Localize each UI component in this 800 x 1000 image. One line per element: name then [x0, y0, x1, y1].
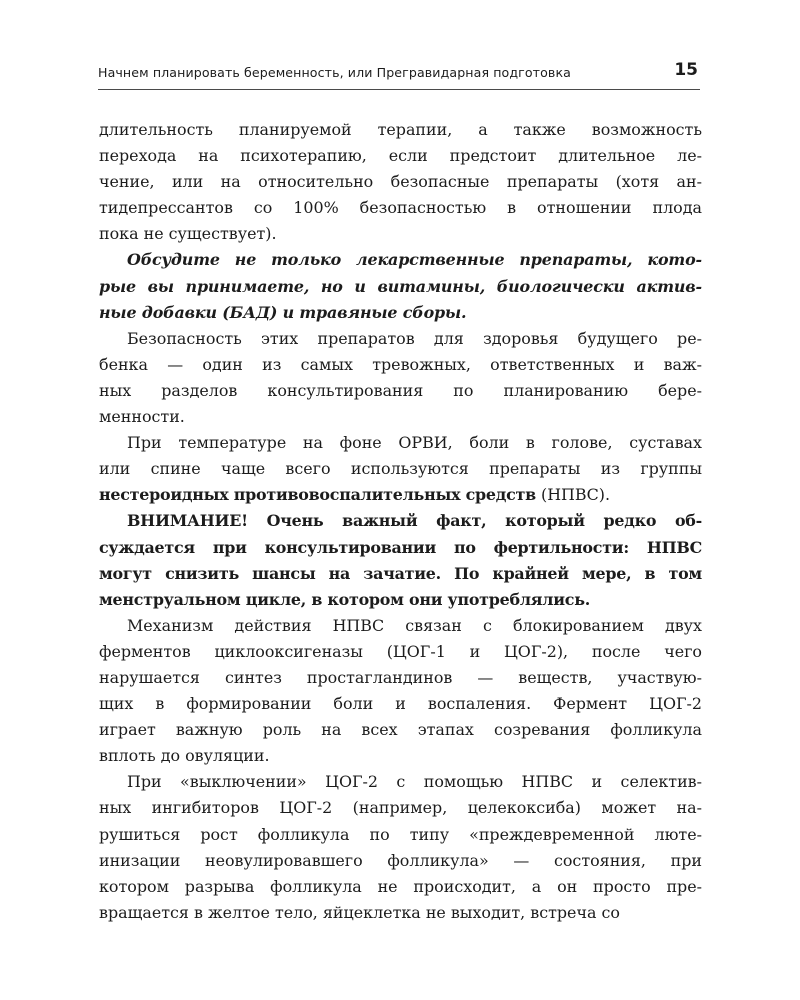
text-line: могут снизить шансы на зачатие. По крайней мере, в том [99, 563, 702, 583]
bold-term: нестероидных противовоспалительных средств [99, 485, 536, 505]
text-line: или спине чаще всего используются препараты из группы [99, 459, 702, 479]
text-line: длительность планируемой терапии, а также возможность [99, 120, 702, 139]
text-line: Механизм действия НПВС связан с блокированием двух [127, 615, 702, 635]
text-line: ных разделов консультирования по планированию бере- [99, 380, 702, 400]
text-line: перехода на психотерапию, если предстоит длительное ле- [99, 146, 702, 166]
paragraph [99, 613, 702, 770]
text-line: Безопасность этих препаратов для здоровья будущего ре- [127, 328, 702, 348]
text-line: рушиться рост фолликула по типу «преждевременной люте- [99, 824, 702, 844]
paragraph [99, 430, 702, 508]
text-line: суждается при консультировании по фертильности: НПВС [99, 537, 702, 557]
text-line: ных ингибиторов ЦОГ-2 (например, целекоксиба) может на- [99, 798, 702, 818]
text-line: ные добавки (БАД) и травяные сборы. [99, 302, 467, 322]
paragraph [99, 247, 702, 325]
text-line: котором разрыва фолликула не происходит, а он просто пре- [99, 876, 702, 896]
text-line: играет важную роль на всех этапах созревания фолликула [99, 720, 702, 740]
text-line: ВНИМАНИЕ! Очень важный факт, который редко об- [127, 511, 702, 531]
text-line: При «выключении» ЦОГ-2 с помощью НПВС и селектив- [127, 772, 702, 792]
text-line: менструальном цикле, в котором они употреблялись. [99, 589, 591, 609]
text-line: менности. [99, 407, 185, 427]
running-header [98, 60, 700, 86]
text-line: вращается в желтое тело, яйцеклетка не выходит, встреча со [99, 902, 620, 922]
text-line: пока не существует). [99, 224, 277, 244]
body-text [99, 117, 702, 926]
paragraph [99, 508, 702, 612]
text-run: (НПВС). [535, 485, 610, 505]
running-title: Начнем планировать беременность, или Прегравидарная подготовка [98, 65, 571, 80]
text-line: бенка — один из самых тревожных, ответственных и важ- [99, 354, 702, 374]
text-line: инизации неовулировавшего фолликула» — состояния, при [99, 850, 702, 870]
text-line: тидепрессантов со 100% безопасностью в отношении плода [99, 198, 702, 218]
page-number: 15 [674, 60, 698, 80]
text-line: рые вы принимаете, но и витамины, биологически актив- [99, 276, 702, 296]
text-line: Обсудите не только лекарственные препараты, кото- [127, 250, 702, 270]
header-rule [98, 89, 700, 90]
text-line: чение, или на относительно безопасные препараты (хотя ан- [99, 172, 702, 192]
text-line: щих в формировании боли и воспаления. Фермент ЦОГ-2 [99, 694, 702, 714]
text-line [99, 482, 702, 508]
text-line: вплоть до овуляции. [99, 746, 270, 766]
paragraph [99, 326, 702, 430]
paragraph [99, 769, 702, 926]
text-line: нарушается синтез простагландинов — веществ, участвую- [99, 667, 702, 687]
paragraph [99, 117, 702, 247]
text-line: При температуре на фоне ОРВИ, боли в голове, суставах [127, 433, 702, 453]
text-line: ферментов циклооксигеназы (ЦОГ-1 и ЦОГ-2), после чего [99, 641, 702, 661]
